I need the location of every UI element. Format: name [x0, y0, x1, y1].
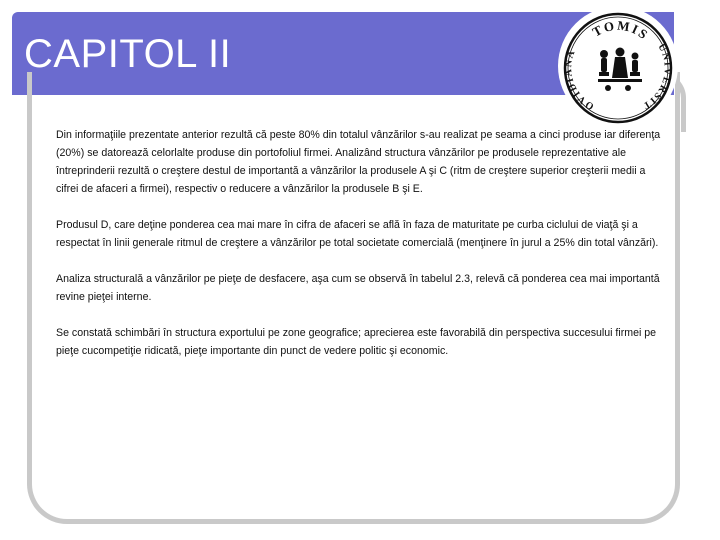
university-seal-logo	[558, 6, 678, 126]
seal-text-left: OVIDIANA	[563, 47, 597, 112]
frame-left-edge	[27, 95, 32, 115]
paragraph: Produsul D, care deţine ponderea cea mai mare în cifra de afaceri se află în faza de maturitate pe curba ciclului de viaţă şi a respectat în linii generale ritmul de creştere a vânzărilor pe total societate comercială (menţinere în jurul a 25% din total vânzări).	[56, 219, 659, 249]
paragraph: Se constată schimbări în structura exportului pe zone geografice; aprecierea este favorabilă din perspectiva succesului firmei pe pieţe cucompetiţie ridicată, pieţe importante din punct de vedere politic şi economic.	[56, 327, 657, 357]
seal-text-top: TOMIS	[589, 17, 652, 43]
svg-text:OVIDIANA	[563, 48, 596, 112]
paragraph: Din informaţiile prezentate anterior rezultă că peste 80% din totalul vânzărilor s-au realizat pe seama a cinci produse iar diferenţa (20%) se datorează celorlalte produse din portofoliul firmei. Analizând structura vânzărilor pe produsele reprezentative ale întreprinderii rezultă o creştere destul de importantă a vânzărilor la produsele A şi C (ritm de creştere superior creşterii medii a cifrei de afaceri a firmei), respectiv o reducere a vânzărilor la produsele B şi E.	[56, 129, 661, 195]
seal-emblem-icon	[558, 6, 678, 126]
body-text	[56, 126, 668, 378]
seal-text-right: UNIVERSIT	[640, 42, 673, 112]
paragraph: Analiza structurală a vânzărilor pe pieţe de desfacere, aşa cum se observă în tabelul 2.3, relevă că ponderea cea mai importantă revine pieţei interne.	[56, 273, 660, 303]
seal-figures-icon	[598, 48, 642, 92]
slide-title: CAPITOL II	[24, 32, 232, 76]
